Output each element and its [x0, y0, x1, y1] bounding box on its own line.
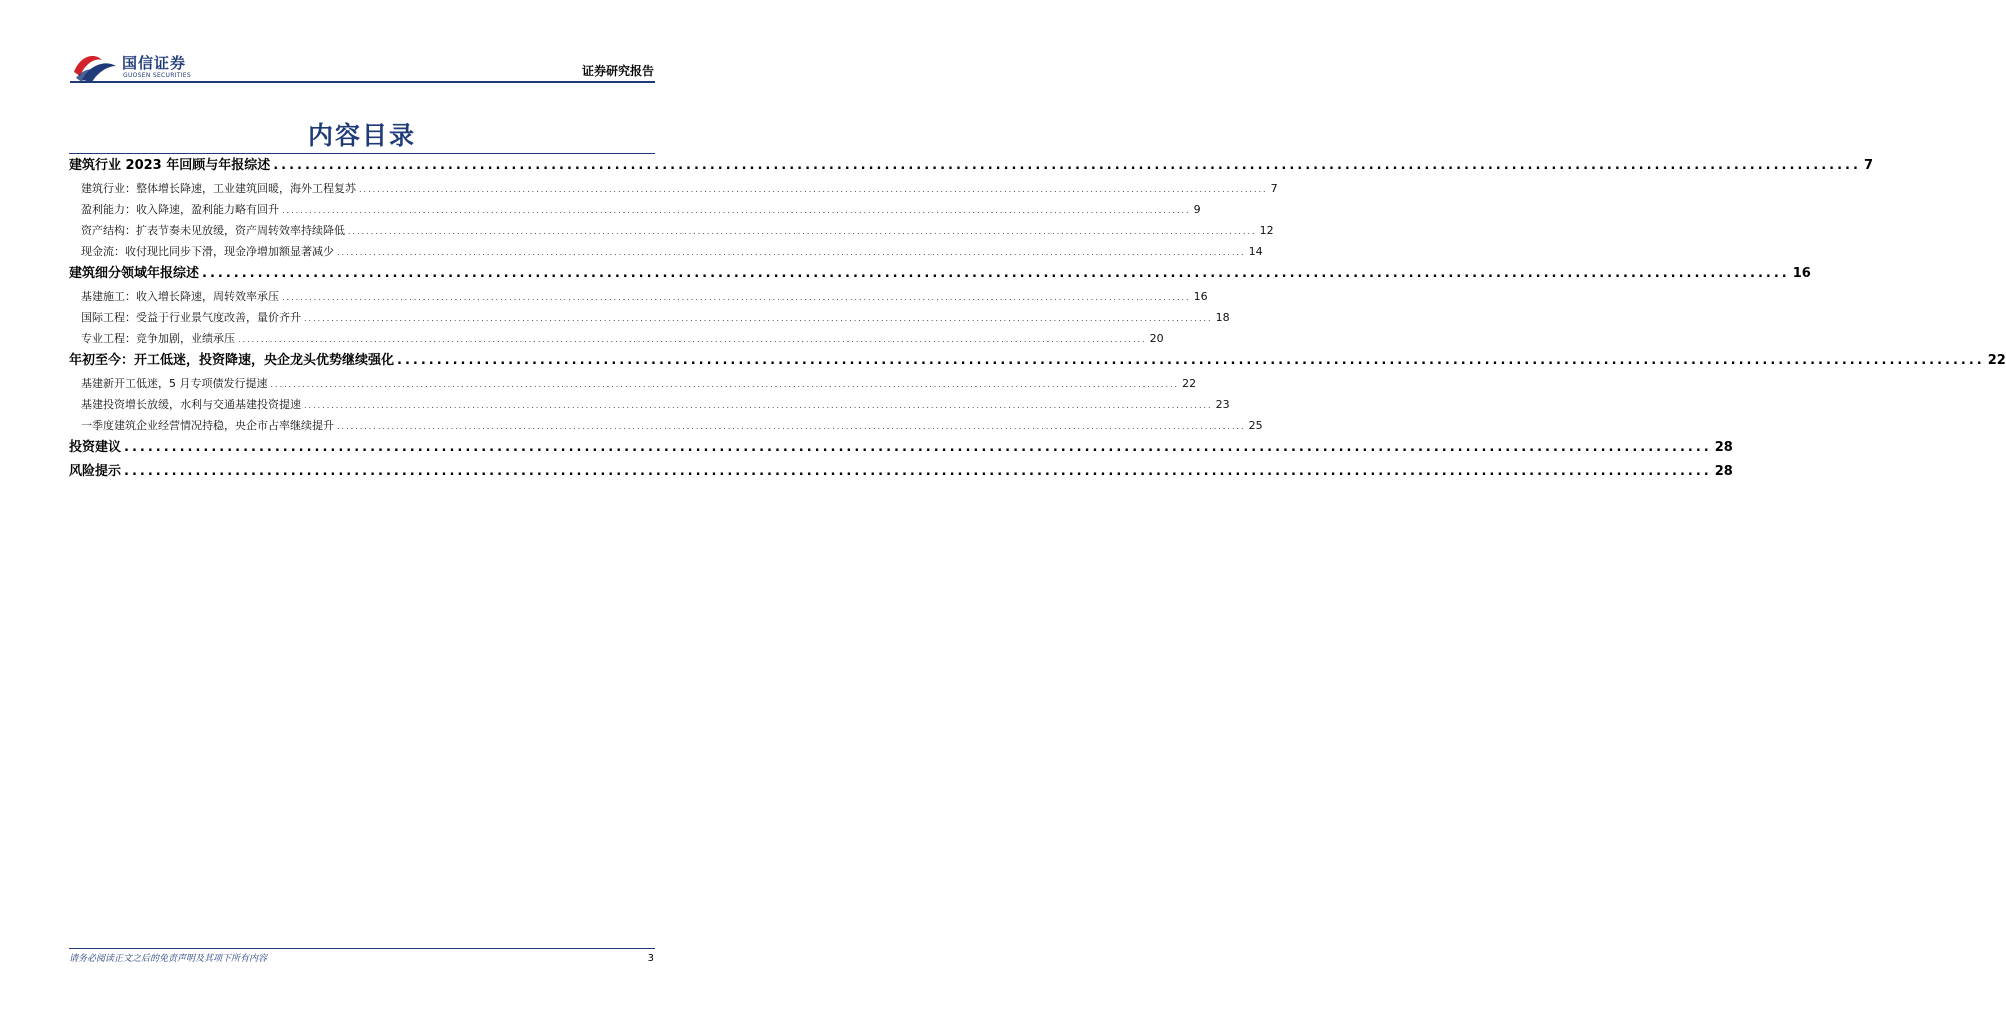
toc-entry-title: 基建投资增长放缓，水利与交通基建投资提速 [81, 398, 301, 411]
toc-entry-page: 20 [1149, 332, 1164, 345]
logo-text-en: GUOSEN SECURITIES [123, 72, 192, 79]
toc-entry-title: 资产结构：扩表节奏未见放缓，资产周转效率持续降低 [81, 224, 345, 237]
toc-section-entry[interactable] [69, 262, 1811, 286]
toc-subsection-entry[interactable] [69, 415, 1263, 436]
toc-entry-title: 风险提示 [69, 464, 122, 479]
toc-entry-title: 专业工程：竞争加剧，业绩承压 [81, 332, 235, 345]
toc-entry-page: 7 [1270, 182, 1278, 195]
page-header [0, 0, 724, 90]
toc-entry-page: 22 [1182, 377, 1197, 390]
toc-entry-title: 盈利能力：收入降速，盈利能力略有回升 [81, 203, 279, 216]
toc-leader-dots: ........................................................................................................................................................................................................ [273, 158, 1861, 173]
toc-subsection-entry[interactable] [69, 199, 1201, 220]
toc-leader-dots: ........................................................................................................................................................................................................ [124, 464, 1712, 479]
toc-subsection-entry[interactable] [69, 328, 1164, 349]
toc-section-entry[interactable] [69, 460, 1733, 484]
toc-entry-page: 28 [1714, 440, 1733, 455]
toc-leader-dots: ........................................................................................................................................................................................................ [304, 401, 1213, 410]
header-divider [70, 81, 655, 83]
toc-entry-page: 23 [1215, 398, 1230, 411]
toc-entry-title: 建筑行业 2023 年回顾与年报综述 [69, 158, 271, 173]
toc-entry-title: 一季度建筑企业经营情况持稳，央企市占率继续提升 [81, 419, 334, 432]
toc-leader-dots: ........................................................................................................................................................................................................ [202, 266, 1790, 281]
toc-entry-title: 现金流：收付现比同步下滑，现金净增加额显著减少 [81, 245, 334, 258]
toc-leader-dots: ........................................................................................................................................................................................................ [337, 248, 1246, 257]
toc-section-entry[interactable] [69, 349, 2006, 373]
page-number: 3 [647, 953, 654, 964]
toc-leader-dots: ........................................................................................................................................................................................................ [238, 335, 1147, 344]
toc-subsection-entry[interactable] [69, 178, 1278, 199]
footer-divider [69, 948, 655, 949]
toc-section-entry[interactable] [69, 154, 1873, 178]
toc-entry-title: 建筑行业：整体增长降速，工业建筑回暖，海外工程复苏 [81, 182, 356, 195]
toc-entry-title: 基建施工：收入增长降速，周转效率承压 [81, 290, 279, 303]
toc-leader-dots: ........................................................................................................................................................................................................ [282, 206, 1191, 215]
toc-leader-dots: ........................................................................................................................................................................................................ [124, 440, 1712, 455]
toc-subsection-entry[interactable] [69, 241, 1263, 262]
toc-entry-title: 建筑细分领域年报综述 [69, 266, 200, 281]
toc-leader-dots: ........................................................................................................................................................................................................ [397, 353, 1985, 368]
toc-leader-dots: ........................................................................................................................................................................................................ [282, 293, 1191, 302]
toc-leader-dots: ........................................................................................................................................................................................................ [359, 185, 1268, 194]
toc-entry-page: 7 [1863, 158, 1873, 173]
toc-entry-title: 投资建议 [69, 440, 122, 455]
toc-leader-dots: ........................................................................................................................................................................................................ [337, 422, 1246, 431]
toc-entry-title: 国际工程：受益于行业景气度改善，量价齐升 [81, 311, 301, 324]
toc-title: 内容目录 [307, 121, 416, 150]
table-of-contents [69, 154, 2006, 484]
toc-entry-page: 28 [1714, 464, 1733, 479]
footer-disclaimer: 请务必阅读正文之后的免责声明及其项下所有内容 [69, 954, 268, 964]
toc-leader-dots: ........................................................................................................................................................................................................ [270, 380, 1180, 389]
toc-subsection-entry[interactable] [69, 220, 1274, 241]
toc-entry-title: 年初至今：开工低迷，投资降速，央企龙头优势继续强化 [69, 353, 395, 368]
toc-entry-page: 25 [1248, 419, 1263, 432]
toc-entry-title: 基建新开工低迷，5 月专项债发行提速 [81, 377, 268, 390]
toc-entry-page: 16 [1193, 290, 1208, 303]
logo-text-cn: 国信证券 [122, 54, 187, 72]
toc-entry-page: 16 [1792, 266, 1811, 281]
guosen-logo-icon [72, 50, 118, 84]
report-type-label: 证券研究报告 [581, 64, 654, 78]
toc-subsection-entry[interactable] [69, 373, 1197, 394]
toc-entry-page: 14 [1248, 245, 1263, 258]
toc-subsection-entry[interactable] [69, 394, 1230, 415]
toc-leader-dots: ........................................................................................................................................................................................................ [348, 227, 1257, 236]
toc-entry-page: 12 [1259, 224, 1274, 237]
toc-entry-page: 22 [1987, 353, 2006, 368]
toc-entry-page: 18 [1215, 311, 1230, 324]
toc-entry-page: 9 [1193, 203, 1201, 216]
toc-subsection-entry[interactable] [69, 286, 1208, 307]
toc-section-entry[interactable] [69, 436, 1733, 460]
toc-subsection-entry[interactable] [69, 307, 1230, 328]
toc-leader-dots: ........................................................................................................................................................................................................ [304, 314, 1213, 323]
